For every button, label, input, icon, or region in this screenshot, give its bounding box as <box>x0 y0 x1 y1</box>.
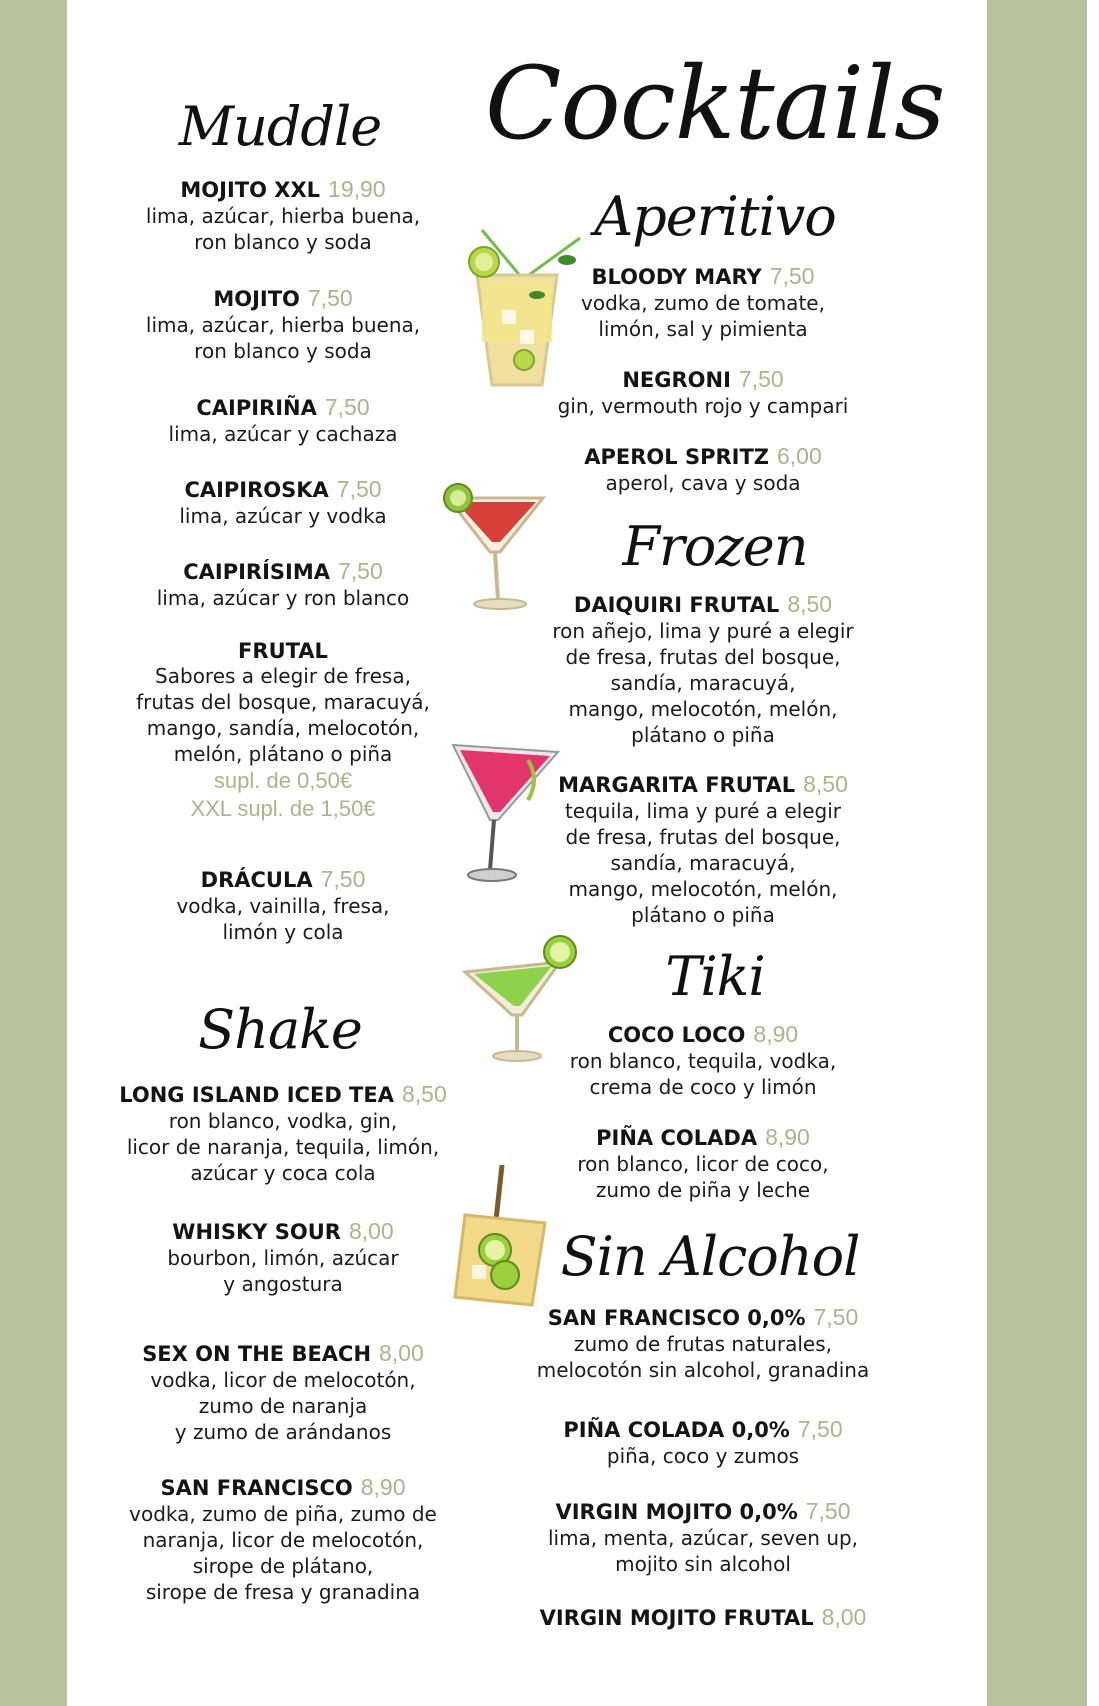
item-description-line: tequila, lima y puré a elegir <box>564 799 842 823</box>
menu-item <box>503 1304 903 1383</box>
item-description-line: y zumo de arándanos <box>174 1420 392 1444</box>
item-price: 19,90 <box>328 176 386 202</box>
menu-item <box>523 1124 883 1203</box>
cosmopolitan-glass-icon <box>438 480 553 615</box>
menu-title: Cocktails <box>485 45 945 162</box>
menu-item <box>503 1416 903 1469</box>
item-description-line: sandía, maracuyá, <box>610 671 796 695</box>
item-description-line: limón y cola <box>222 920 344 944</box>
item-name: LONG ISLAND ICED TEA <box>119 1083 394 1107</box>
item-price: 7,50 <box>797 1416 843 1442</box>
item-description-line: lima, azúcar, hierba buena, <box>145 313 421 337</box>
item-description-line: vodka, vainilla, fresa, <box>176 894 390 918</box>
item-name: SAN FRANCISCO 0,0% <box>547 1306 806 1330</box>
item-price: 7,50 <box>738 366 784 392</box>
menu-item <box>93 558 473 611</box>
item-description-line: vodka, licor de melocotón, <box>150 1368 416 1392</box>
item-description-line: plátano o piña <box>631 903 775 927</box>
item-description-line: zumo de naranja <box>198 1394 368 1418</box>
item-description-line: lima, azúcar y vodka <box>179 504 387 528</box>
item-price: 8,90 <box>360 1474 406 1500</box>
item-description-line: vodka, zumo de tomate, <box>581 291 825 315</box>
menu-item <box>93 1081 473 1186</box>
menu-item <box>93 1474 473 1605</box>
item-name: FRUTAL <box>238 639 328 663</box>
item-description-line: crema de coco y limón <box>589 1075 817 1099</box>
item-description-line: zumo de piña y leche <box>595 1178 811 1202</box>
menu-item <box>93 1218 473 1297</box>
item-name: CAIPIRIÑA <box>196 396 317 420</box>
item-description-line: de fresa, frutas del bosque, <box>565 825 841 849</box>
right-white-edge <box>1087 0 1099 1706</box>
item-price: 8,00 <box>348 1218 394 1244</box>
menu-item <box>93 1340 473 1445</box>
item-price: 8,50 <box>787 591 833 617</box>
item-description-line: lima, azúcar y cachaza <box>168 422 398 446</box>
menu-item <box>93 285 473 364</box>
margarita-glass-icon <box>460 930 580 1065</box>
item-name: SAN FRANCISCO <box>160 1476 353 1500</box>
rocks-glass-icon <box>450 1165 550 1315</box>
item-description-line: naranja, licor de melocotón, <box>142 1528 424 1552</box>
section-title-muddle: Muddle <box>178 95 382 158</box>
item-name: BLOODY MARY <box>591 265 762 289</box>
item-description-line: plátano o piña <box>631 723 775 747</box>
menu-item <box>523 591 883 748</box>
item-description-line: bourbon, limón, azúcar <box>167 1246 399 1270</box>
item-description-line: frutas del bosque, maracuyá, <box>136 690 430 714</box>
item-name: CAIPIRÍSIMA <box>183 560 330 584</box>
item-description-line: mango, melocotón, melón, <box>568 697 838 721</box>
item-price: 8,50 <box>401 1081 447 1107</box>
item-name: DAIQUIRI FRUTAL <box>573 593 780 617</box>
item-description-line: de fresa, frutas del bosque, <box>565 645 841 669</box>
menu-item <box>93 476 473 529</box>
item-description-line: ron blanco, tequila, vodka, <box>569 1049 837 1073</box>
item-description-line: licor de naranja, tequila, limón, <box>126 1135 440 1159</box>
menu-item <box>93 639 473 823</box>
item-description-line: ron blanco y soda <box>194 339 372 363</box>
section-title-aperitivo: Aperitivo <box>594 185 836 248</box>
item-price: 7,50 <box>769 263 815 289</box>
item-price: 8,90 <box>753 1021 799 1047</box>
item-name: MOJITO <box>213 287 300 311</box>
item-description-line: melón, plátano o piña <box>173 742 393 766</box>
menu-item <box>523 443 883 496</box>
item-name: WHISKY SOUR <box>172 1220 341 1244</box>
item-description-line: sirope de plátano, <box>192 1554 374 1578</box>
item-description-line: vodka, zumo de piña, zumo de <box>129 1502 437 1526</box>
menu-item <box>93 394 473 447</box>
item-supplement: supl. de 0,50€ <box>213 768 353 793</box>
item-description-line: limón, sal y pimienta <box>598 317 808 341</box>
section-title-sin-alcohol: Sin Alcohol <box>560 1225 860 1288</box>
item-price: 8,00 <box>379 1340 424 1366</box>
item-name: SEX ON THE BEACH <box>142 1342 372 1366</box>
item-description-line: mango, melocotón, melón, <box>568 877 838 901</box>
item-description-line: lima, azúcar, hierba buena, <box>145 204 421 228</box>
item-name: PIÑA COLADA <box>596 1126 758 1150</box>
item-price: 8,00 <box>821 1604 867 1630</box>
item-description-line: ron blanco, licor de coco, <box>577 1152 829 1176</box>
right-green-band <box>987 0 1087 1706</box>
item-price: 7,50 <box>320 866 366 892</box>
item-description-line: Sabores a elegir de fresa, <box>155 664 411 688</box>
item-price: 7,50 <box>813 1304 859 1330</box>
left-green-band <box>0 0 67 1706</box>
item-description-line: sirope de fresa y granadina <box>145 1580 421 1604</box>
item-name: DRÁCULA <box>200 868 313 892</box>
item-name: VIRGIN MOJITO 0,0% <box>555 1500 798 1524</box>
section-title-frozen: Frozen <box>622 515 808 578</box>
item-name: MARGARITA FRUTAL <box>558 773 796 797</box>
item-description-line: ron blanco y soda <box>194 230 372 254</box>
menu-item <box>93 866 473 945</box>
item-price: 7,50 <box>336 476 382 502</box>
item-price: 8,90 <box>765 1124 810 1150</box>
menu-item <box>523 771 883 928</box>
item-price: 6,00 <box>777 443 822 469</box>
section-title-shake: Shake <box>198 998 362 1061</box>
item-description-line: y angostura <box>223 1272 343 1296</box>
item-name: CAIPIROSKA <box>184 478 329 502</box>
item-description-line: gin, vermouth rojo y campari <box>557 394 849 418</box>
pink-martini-glass-icon <box>448 730 563 885</box>
item-name: PIÑA COLADA 0,0% <box>563 1418 790 1442</box>
item-name: MOJITO XXL <box>180 178 321 202</box>
item-description-line: ron añejo, lima y puré a elegir <box>552 619 854 643</box>
item-description-line: sandía, maracuyá, <box>610 851 796 875</box>
item-price: 8,50 <box>803 771 848 797</box>
item-name: COCO LOCO <box>607 1023 746 1047</box>
item-price: 7,50 <box>324 394 370 420</box>
item-name: APEROL SPRITZ <box>584 445 769 469</box>
item-description-line: lima, menta, azúcar, seven up, <box>547 1526 859 1550</box>
item-name: NEGRONI <box>622 368 731 392</box>
item-description-line: piña, coco y zumos <box>606 1444 800 1468</box>
item-description-line: lima, azúcar y ron blanco <box>156 586 410 610</box>
item-description-line: mango, sandía, melocotón, <box>146 716 420 740</box>
menu-item <box>93 176 473 255</box>
section-title-tiki: Tiki <box>665 945 765 1008</box>
item-description-line: melocotón sin alcohol, granadina <box>536 1358 870 1382</box>
menu-item <box>503 1604 903 1631</box>
item-name: VIRGIN MOJITO FRUTAL <box>539 1606 814 1630</box>
item-price: 7,50 <box>338 558 383 584</box>
item-supplement: XXL supl. de 1,50€ <box>190 796 376 821</box>
item-description-line: zumo de frutas naturales, <box>574 1332 832 1356</box>
item-price: 7,50 <box>805 1498 851 1524</box>
item-price: 7,50 <box>307 285 353 311</box>
item-description-line: mojito sin alcohol <box>615 1552 791 1576</box>
mojito-glass-icon <box>462 220 587 390</box>
item-description-line: azúcar y coca cola <box>190 1161 376 1185</box>
menu-item <box>503 1498 903 1577</box>
item-description-line: aperol, cava y soda <box>605 471 801 495</box>
item-description-line: ron blanco, vodka, gin, <box>168 1109 398 1133</box>
